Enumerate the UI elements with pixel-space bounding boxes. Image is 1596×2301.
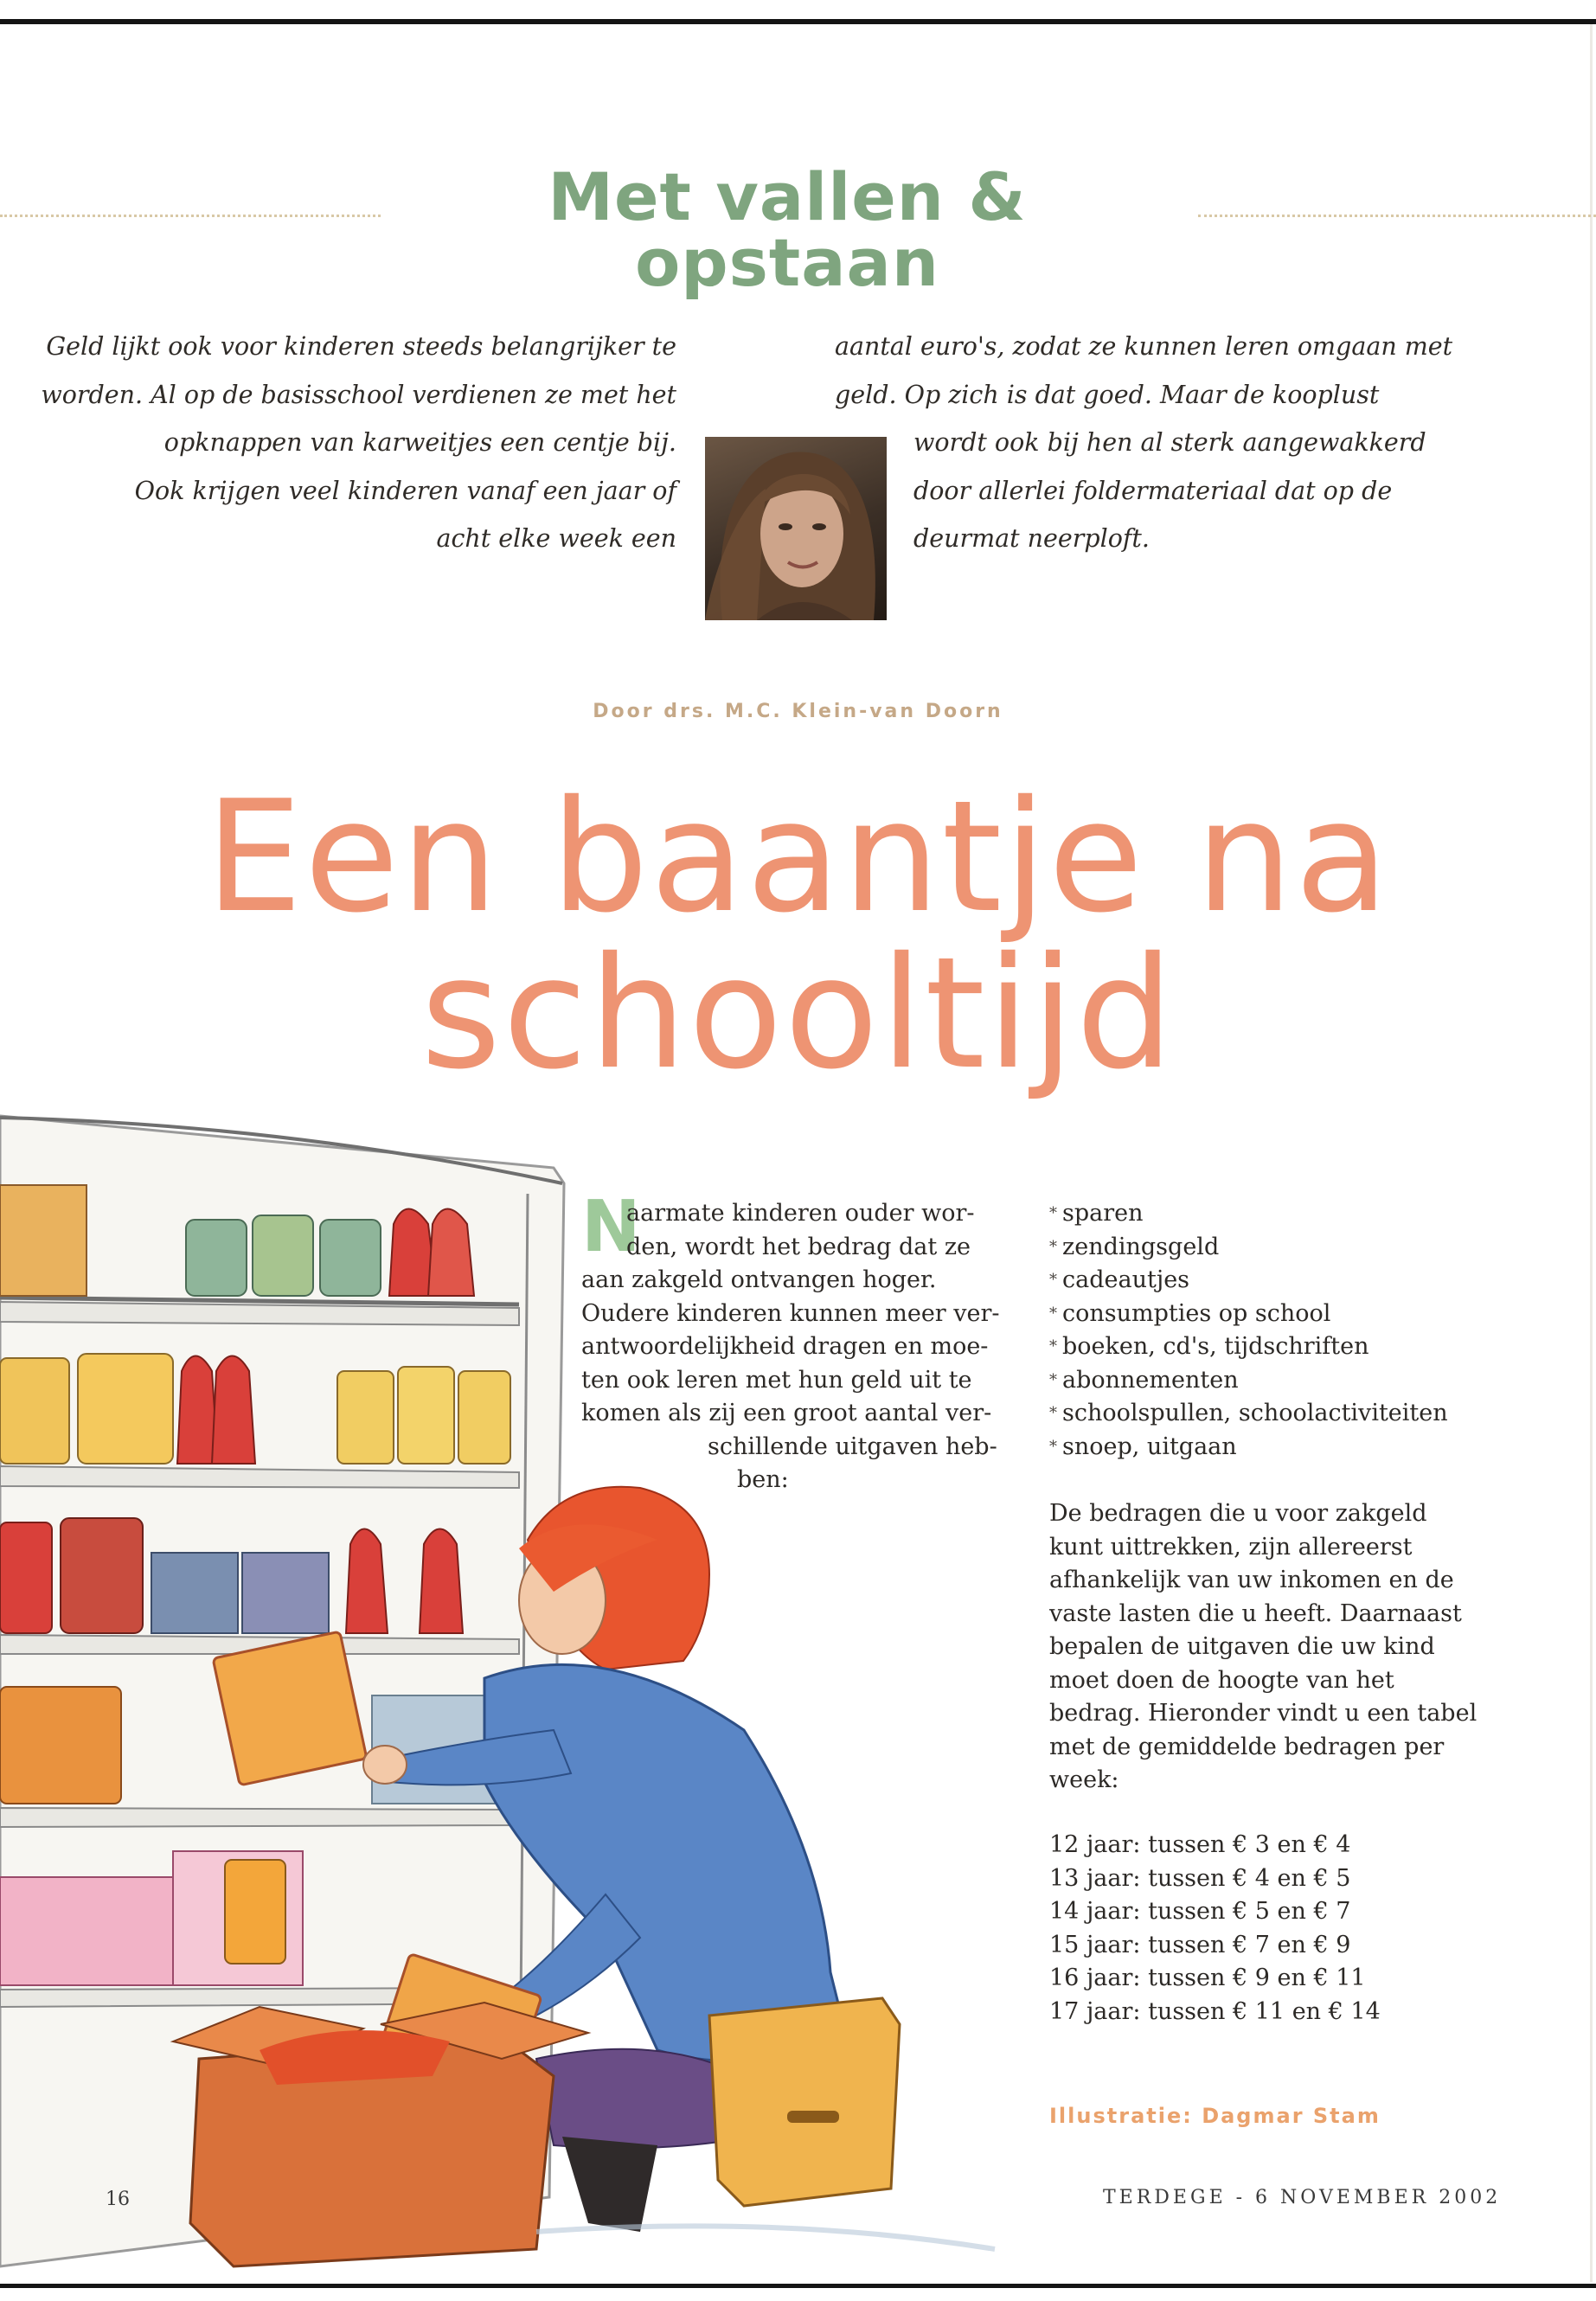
publication-footer: TERDEGE - 6 NOVEMBER 2002 bbox=[1103, 2187, 1502, 2208]
intro-line: deurmat neerploft. bbox=[913, 524, 1150, 553]
intro-line: door allerlei foldermateriaal dat op de bbox=[913, 476, 1393, 505]
byline: Door drs. M.C. Klein-van Doorn bbox=[593, 701, 1003, 722]
bullet-marker: * bbox=[1049, 1404, 1057, 1422]
article-line: week: bbox=[1049, 1766, 1119, 1793]
bullet-marker: * bbox=[1049, 1237, 1057, 1256]
article-line: antwoordelijkheid dragen en moe- bbox=[581, 1333, 989, 1360]
article-line: ben: bbox=[737, 1466, 789, 1493]
intro-line: Ook krijgen veel kinderen vanaf een jaar of bbox=[134, 476, 676, 505]
intro-left bbox=[41, 323, 676, 563]
article-line: ten ook leren met hun geld uit te bbox=[581, 1366, 972, 1394]
list-item: * zendingsgeld bbox=[1049, 1233, 1220, 1260]
list-item: * cadeautjes bbox=[1049, 1266, 1190, 1293]
illustration-credit: Illustratie: Dagmar Stam bbox=[1049, 2104, 1381, 2128]
intro-line: wordt ook bij hen al sterk aangewakkerd bbox=[913, 428, 1426, 457]
article-line: komen als zij een groot aantal ver- bbox=[581, 1400, 992, 1426]
allowance-paragraph bbox=[1049, 1497, 1477, 1798]
list-item: * schoolspullen, schoolactiviteiten bbox=[1049, 1400, 1448, 1426]
page-edge bbox=[1590, 24, 1593, 2282]
table-row: 14 jaar: tussen € 5 en € 7 bbox=[1049, 1898, 1351, 1925]
article-line: Oudere kinderen kunnen meer ver- bbox=[581, 1299, 1000, 1327]
bullet-marker: * bbox=[1049, 1370, 1057, 1389]
section-rule-right bbox=[1198, 215, 1596, 217]
intro-right-top bbox=[835, 323, 1452, 419]
article-line: bedrag. Hieronder vindt u een tabel bbox=[1049, 1700, 1477, 1727]
article-line: De bedragen die u voor zakgeld bbox=[1049, 1500, 1427, 1527]
intro-line: worden. Al op de basisschool verdienen ze met het bbox=[41, 380, 676, 409]
article-line: met de gemiddelde bedragen per bbox=[1049, 1733, 1445, 1760]
intro-line: opknappen van karweitjes een centje bij. bbox=[163, 428, 676, 457]
article-line: bepalen de uitgaven die uw kind bbox=[1049, 1633, 1435, 1660]
table-row: 13 jaar: tussen € 4 en € 5 bbox=[1049, 1864, 1351, 1892]
headline-line-1: Een baantje na bbox=[205, 767, 1391, 946]
table-row: 16 jaar: tussen € 9 en € 11 bbox=[1049, 1965, 1366, 1991]
article-column-1 bbox=[581, 1186, 1000, 1497]
article-line: den, wordt het bedrag dat ze bbox=[626, 1233, 971, 1260]
article-line: schillende uitgaven heb- bbox=[708, 1433, 997, 1460]
bullet-marker: * bbox=[1049, 1337, 1057, 1356]
intro-line: acht elke week een bbox=[436, 524, 676, 553]
author-portrait bbox=[705, 437, 887, 620]
author-portrait-image bbox=[705, 437, 887, 620]
table-row: 15 jaar: tussen € 7 en € 9 bbox=[1049, 1931, 1351, 1958]
article-line: aarmate kinderen ouder wor- bbox=[626, 1200, 975, 1227]
list-item: * sparen bbox=[1049, 1200, 1144, 1227]
expense-list bbox=[1049, 1197, 1448, 1464]
section-rule-left bbox=[0, 215, 381, 217]
table-row: 12 jaar: tussen € 3 en € 4 bbox=[1049, 1831, 1351, 1858]
article-line: aan zakgeld ontvangen hoger. bbox=[581, 1266, 937, 1293]
bullet-marker: * bbox=[1049, 1204, 1057, 1222]
bullet-marker: * bbox=[1049, 1271, 1057, 1289]
list-item: * abonnementen bbox=[1049, 1366, 1239, 1394]
intro-line: aantal euro's, zodat ze kunnen leren omgaan met bbox=[835, 332, 1453, 361]
list-item: * consumpties op school bbox=[1049, 1299, 1331, 1327]
page-number: 16 bbox=[106, 2189, 130, 2210]
table-row: 17 jaar: tussen € 11 en € 14 bbox=[1049, 1997, 1381, 2025]
article-line: kunt uittrekken, zijn allereerst bbox=[1049, 1533, 1413, 1561]
intro-line: Geld lijkt ook voor kinderen steeds belangrijker te bbox=[46, 332, 676, 361]
headline-line-2: schooltijd bbox=[420, 924, 1176, 1103]
intro-line: geld. Op zich is dat goed. Maar de kooplust bbox=[835, 380, 1380, 409]
list-item: * snoep, uitgaan bbox=[1049, 1433, 1237, 1460]
article-line: vaste lasten die u heeft. Daarnaast bbox=[1049, 1599, 1462, 1627]
top-border-rule bbox=[0, 19, 1596, 24]
list-item: * boeken, cd's, tijdschriften bbox=[1049, 1333, 1369, 1360]
bullet-marker: * bbox=[1049, 1304, 1057, 1323]
bullet-marker: * bbox=[1049, 1437, 1057, 1456]
article-line: moet doen de hoogte van het bbox=[1049, 1666, 1394, 1694]
intro-right-bottom bbox=[913, 419, 1426, 563]
bottom-border-rule bbox=[0, 2284, 1596, 2288]
drop-cap: N bbox=[581, 1186, 641, 1268]
section-title: Met vallen & opstaan bbox=[548, 158, 1027, 301]
allowance-table bbox=[1049, 1829, 1381, 2029]
article-line: afhankelijk van uw inkomen en de bbox=[1049, 1567, 1454, 1593]
